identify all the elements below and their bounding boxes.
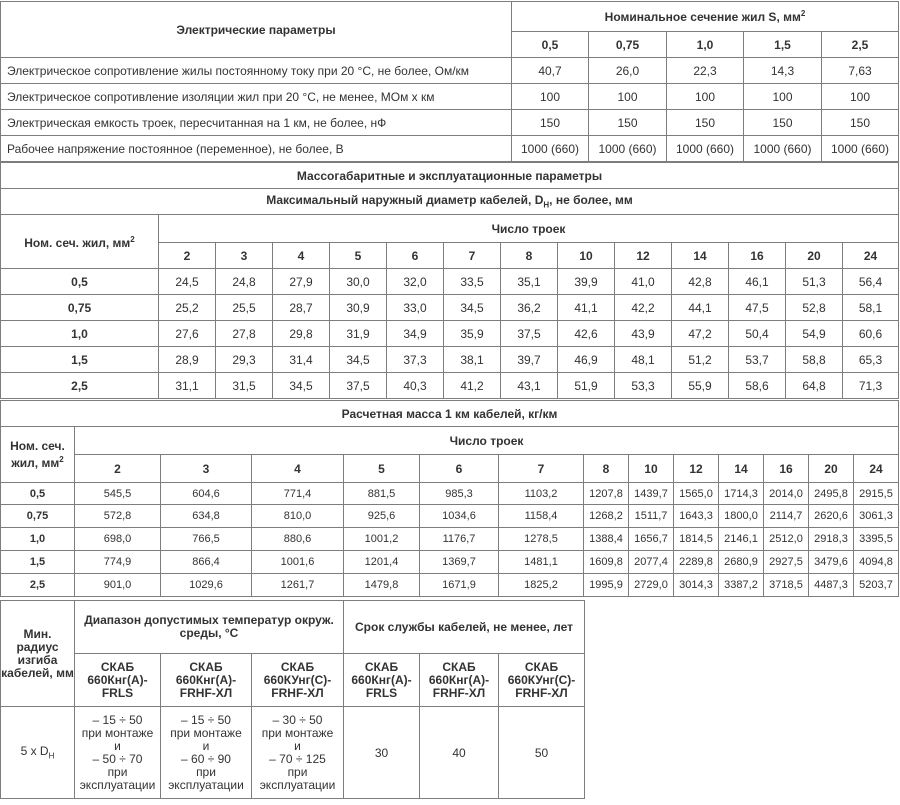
- cell: 28,9: [159, 347, 216, 373]
- product-header: СКАБ 660КУнг(С)-FRHF-ХЛ: [499, 654, 585, 707]
- cell: 38,1: [444, 347, 501, 373]
- cell: 150: [667, 110, 744, 136]
- cell: 40,7: [512, 58, 589, 84]
- product-header: СКАБ 660Кнг(А)-FRLS: [344, 654, 420, 707]
- cell: 3395,5: [854, 528, 899, 551]
- column-header: 7: [499, 455, 584, 483]
- cell: 150: [512, 110, 589, 136]
- column-header: 14: [672, 243, 729, 269]
- column-header: 6: [420, 455, 499, 483]
- cell: 3479,6: [809, 551, 854, 574]
- cell: 1000 (660): [744, 136, 822, 162]
- cell: 31,9: [330, 321, 387, 347]
- cell: 1800,0: [719, 505, 764, 528]
- cell: 1207,8: [584, 483, 629, 505]
- row-size: 2,5: [1, 574, 75, 597]
- cell: 925,6: [344, 505, 420, 528]
- corner-header: Ном. сеч. жил, $мм^2$: [1, 427, 75, 483]
- cell: 866,4: [161, 551, 252, 574]
- cell: 34,5: [330, 347, 387, 373]
- cell: 51,2: [672, 347, 729, 373]
- cell: 31,1: [159, 373, 216, 399]
- mass-table: [0, 400, 899, 597]
- cell: 150: [822, 110, 899, 136]
- group-header: Число троек: [75, 427, 899, 455]
- cell: 880,6: [252, 528, 344, 551]
- cell: 2915,5: [854, 483, 899, 505]
- cell: 41,1: [558, 295, 615, 321]
- cell: 3387,2: [719, 574, 764, 597]
- cell: 14,3: [744, 58, 822, 84]
- row-size: 0,5: [1, 269, 159, 295]
- cell: 150: [589, 110, 667, 136]
- cell: 1825,2: [499, 574, 584, 597]
- cell: 1671,9: [420, 574, 499, 597]
- column-header: 10: [629, 455, 674, 483]
- table-row: [1, 321, 899, 347]
- cell: 42,2: [615, 295, 672, 321]
- cell: 881,5: [344, 483, 420, 505]
- cell: 51,3: [786, 269, 843, 295]
- cell: 43,9: [615, 321, 672, 347]
- cell: 53,7: [729, 347, 786, 373]
- section-size-header: Номинальное сечение жил S, $мм^2$: [512, 2, 899, 32]
- temperature-range: – 30 ÷ 50 при монтаже и – 70 ÷ 125 при эксплуатации: [252, 707, 344, 799]
- column-header: 16: [764, 455, 809, 483]
- table-row: [1, 136, 899, 162]
- cell: 37,5: [501, 321, 558, 347]
- size-header: 1,5: [744, 32, 822, 58]
- cell: 771,4: [252, 483, 344, 505]
- cell: 33,5: [444, 269, 501, 295]
- cell: 58,8: [786, 347, 843, 373]
- column-header: 20: [809, 455, 854, 483]
- cell: 55,9: [672, 373, 729, 399]
- cell: 39,7: [501, 347, 558, 373]
- cell: 150: [744, 110, 822, 136]
- cell: 1656,7: [629, 528, 674, 551]
- cell: 2289,8: [674, 551, 719, 574]
- cell: 30,9: [330, 295, 387, 321]
- cell: 3014,3: [674, 574, 719, 597]
- cell: 1000 (660): [589, 136, 667, 162]
- column-header: 24: [843, 243, 899, 269]
- size-header: 1,0: [667, 32, 744, 58]
- cell: 36,2: [501, 295, 558, 321]
- cell: 1369,7: [420, 551, 499, 574]
- cell: 30,0: [330, 269, 387, 295]
- table-row: [1, 110, 899, 136]
- cell: 25,2: [159, 295, 216, 321]
- diameter-table: [0, 162, 899, 399]
- cell: 47,5: [729, 295, 786, 321]
- row-label: Электрическое сопротивление изоляции жил при 20 °C, не менее, МОм х км: [1, 84, 512, 110]
- cell: 766,5: [161, 528, 252, 551]
- table-row: [1, 483, 899, 505]
- cell: 1001,6: [252, 551, 344, 574]
- cell: 3718,5: [764, 574, 809, 597]
- column-header: 12: [674, 455, 719, 483]
- cell: 2680,9: [719, 551, 764, 574]
- table-row: [1, 373, 899, 399]
- table-row: [1, 347, 899, 373]
- cell: 54,9: [786, 321, 843, 347]
- cell: 1714,3: [719, 483, 764, 505]
- cell: 42,8: [672, 269, 729, 295]
- row-size: 1,5: [1, 551, 75, 574]
- cell: 41,2: [444, 373, 501, 399]
- column-header: 4: [273, 243, 330, 269]
- column-header: 6: [387, 243, 444, 269]
- service-life-header: Срок службы кабелей, не менее, лет: [344, 601, 585, 654]
- cell: 2146,1: [719, 528, 764, 551]
- column-header: 20: [786, 243, 843, 269]
- cell: 604,6: [161, 483, 252, 505]
- cell: 24,5: [159, 269, 216, 295]
- cell: 46,9: [558, 347, 615, 373]
- cell: 47,2: [672, 321, 729, 347]
- cell: 34,5: [273, 373, 330, 399]
- service-life-value: 40: [420, 707, 499, 799]
- cell: 1261,7: [252, 574, 344, 597]
- cell: 100: [667, 84, 744, 110]
- cell: 31,5: [216, 373, 273, 399]
- cell: 810,0: [252, 505, 344, 528]
- column-header: 4: [252, 455, 344, 483]
- cell: 50,4: [729, 321, 786, 347]
- cell: 1643,3: [674, 505, 719, 528]
- temperature-header: Диапазон допустимых температур окруж. среды, °С: [75, 601, 344, 654]
- table-row: [1, 505, 899, 528]
- cell: 2495,8: [809, 483, 854, 505]
- cell: 56,4: [843, 269, 899, 295]
- cell: 5203,7: [854, 574, 899, 597]
- cell: 100: [822, 84, 899, 110]
- cell: 71,3: [843, 373, 899, 399]
- product-header: СКАБ 660Кнг(А)-FRHF-ХЛ: [420, 654, 499, 707]
- table-row: [1, 295, 899, 321]
- table-row: [1, 551, 899, 574]
- column-header: 3: [161, 455, 252, 483]
- size-header: 0,75: [589, 32, 667, 58]
- cell: 4487,3: [809, 574, 854, 597]
- row-size: 0,75: [1, 295, 159, 321]
- diameter-title: Максимальный наружный диаметр кабелей, $D_Н$, не более, мм: [1, 189, 899, 215]
- table-row: [1, 528, 899, 551]
- cell: 774,9: [75, 551, 161, 574]
- column-header: 10: [558, 243, 615, 269]
- service-parameters-table: [0, 600, 585, 799]
- group-header: Число троек: [159, 215, 899, 243]
- product-header: СКАБ 660Кнг(А)-FRHF-ХЛ: [161, 654, 252, 707]
- cell: 2729,0: [629, 574, 674, 597]
- cell: 27,6: [159, 321, 216, 347]
- electrical-title: Электрические параметры: [1, 2, 512, 58]
- cell: 3061,3: [854, 505, 899, 528]
- cell: 1176,7: [420, 528, 499, 551]
- table-row: [1, 707, 585, 799]
- cell: 901,0: [75, 574, 161, 597]
- cell: 1158,4: [499, 505, 584, 528]
- cell: 1000 (660): [822, 136, 899, 162]
- cell: 100: [512, 84, 589, 110]
- table-row: [1, 58, 899, 84]
- cell: 58,6: [729, 373, 786, 399]
- column-header: 8: [501, 243, 558, 269]
- cell: 53,3: [615, 373, 672, 399]
- cell: 1439,7: [629, 483, 674, 505]
- cell: 1995,9: [584, 574, 629, 597]
- cell: 48,1: [615, 347, 672, 373]
- row-label: Рабочее напряжение постоянное (переменное), не более, В: [1, 136, 512, 162]
- cell: 65,3: [843, 347, 899, 373]
- cell: 698,0: [75, 528, 161, 551]
- cell: 1001,2: [344, 528, 420, 551]
- cell: 34,9: [387, 321, 444, 347]
- column-header: 3: [216, 243, 273, 269]
- cell: 1029,6: [161, 574, 252, 597]
- cell: 1565,0: [674, 483, 719, 505]
- temperature-range: – 15 ÷ 50 при монтаже и – 50 ÷ 70 при эксплуатации: [75, 707, 161, 799]
- cell: 41,0: [615, 269, 672, 295]
- cell: 22,3: [667, 58, 744, 84]
- cell: 26,0: [589, 58, 667, 84]
- cell: 35,1: [501, 269, 558, 295]
- cell: 2927,5: [764, 551, 809, 574]
- cell: 27,9: [273, 269, 330, 295]
- cell: 58,1: [843, 295, 899, 321]
- cell: 51,9: [558, 373, 615, 399]
- service-life-value: 50: [499, 707, 585, 799]
- row-label: Электрическое сопротивление жилы постоянному току при 20 °C, не более, Ом/км: [1, 58, 512, 84]
- cell: 44,1: [672, 295, 729, 321]
- column-header: 7: [444, 243, 501, 269]
- column-header: 5: [344, 455, 420, 483]
- product-header: СКАБ 660Кнг(А)-FRLS: [75, 654, 161, 707]
- cell: 29,8: [273, 321, 330, 347]
- row-label: Электрическая емкость троек, пересчитанная на 1 км, не более, нФ: [1, 110, 512, 136]
- cell: 60,6: [843, 321, 899, 347]
- cell: 40,3: [387, 373, 444, 399]
- column-header: 2: [159, 243, 216, 269]
- column-header: 24: [854, 455, 899, 483]
- cell: 100: [744, 84, 822, 110]
- size-header: 2,5: [822, 32, 899, 58]
- cell: 29,3: [216, 347, 273, 373]
- row-size: 1,0: [1, 528, 75, 551]
- column-header: 5: [330, 243, 387, 269]
- cell: 1268,2: [584, 505, 629, 528]
- cell: 1278,5: [499, 528, 584, 551]
- column-header: 12: [615, 243, 672, 269]
- cell: 634,8: [161, 505, 252, 528]
- cell: 100: [589, 84, 667, 110]
- mass-dimension-section-title: Массогабаритные и эксплуатационные параметры: [1, 163, 899, 189]
- cell: 1511,7: [629, 505, 674, 528]
- cell: 64,8: [786, 373, 843, 399]
- cell: 2077,4: [629, 551, 674, 574]
- cell: 1000 (660): [512, 136, 589, 162]
- cell: 545,5: [75, 483, 161, 505]
- cell: 28,7: [273, 295, 330, 321]
- corner-header: Ном. сеч. жил, $мм^2$: [1, 215, 159, 269]
- cell: 2014,0: [764, 483, 809, 505]
- table-row: [1, 269, 899, 295]
- table-row: [1, 84, 899, 110]
- cell: 35,9: [444, 321, 501, 347]
- column-header: 2: [75, 455, 161, 483]
- cell: 1479,8: [344, 574, 420, 597]
- cell: 24,8: [216, 269, 273, 295]
- size-header: 0,5: [512, 32, 589, 58]
- cell: 1609,8: [584, 551, 629, 574]
- row-size: 0,75: [1, 505, 75, 528]
- cell: 985,3: [420, 483, 499, 505]
- cell: 32,0: [387, 269, 444, 295]
- cell: 2114,7: [764, 505, 809, 528]
- cell: 42,6: [558, 321, 615, 347]
- cell: 1201,4: [344, 551, 420, 574]
- product-header: СКАБ 660КУнг(С)-FRHF-ХЛ: [252, 654, 344, 707]
- cell: 46,1: [729, 269, 786, 295]
- column-header: 16: [729, 243, 786, 269]
- cell: 572,8: [75, 505, 161, 528]
- cell: 1814,5: [674, 528, 719, 551]
- cell: 1388,4: [584, 528, 629, 551]
- cell: 25,5: [216, 295, 273, 321]
- cell: 39,9: [558, 269, 615, 295]
- cell: 1103,2: [499, 483, 584, 505]
- cell: 1000 (660): [667, 136, 744, 162]
- cell: 2512,0: [764, 528, 809, 551]
- radius-value: 5 х $D_Н$: [1, 707, 75, 799]
- row-size: 1,0: [1, 321, 159, 347]
- cell: 27,8: [216, 321, 273, 347]
- cell: 1481,1: [499, 551, 584, 574]
- cell: 34,5: [444, 295, 501, 321]
- cell: 33,0: [387, 295, 444, 321]
- radius-header: Мин. радиус изгиба кабелей, мм: [1, 601, 75, 707]
- row-size: 1,5: [1, 347, 159, 373]
- row-size: 2,5: [1, 373, 159, 399]
- cell: 37,5: [330, 373, 387, 399]
- cell: 31,4: [273, 347, 330, 373]
- column-header: 8: [584, 455, 629, 483]
- cell: 2918,3: [809, 528, 854, 551]
- cell: 52,8: [786, 295, 843, 321]
- cell: 37,3: [387, 347, 444, 373]
- cell: 4094,8: [854, 551, 899, 574]
- cell: 7,63: [822, 58, 899, 84]
- electrical-parameters-table: [0, 1, 899, 162]
- cell: 43,1: [501, 373, 558, 399]
- row-size: 0,5: [1, 483, 75, 505]
- table-row: [1, 574, 899, 597]
- temperature-range: – 15 ÷ 50 при монтаже и – 60 ÷ 90 при эксплуатации: [161, 707, 252, 799]
- mass-title: Расчетная масса 1 км кабелей, кг/км: [1, 401, 899, 427]
- cell: 2620,6: [809, 505, 854, 528]
- cell: 1034,6: [420, 505, 499, 528]
- column-header: 14: [719, 455, 764, 483]
- service-life-value: 30: [344, 707, 420, 799]
